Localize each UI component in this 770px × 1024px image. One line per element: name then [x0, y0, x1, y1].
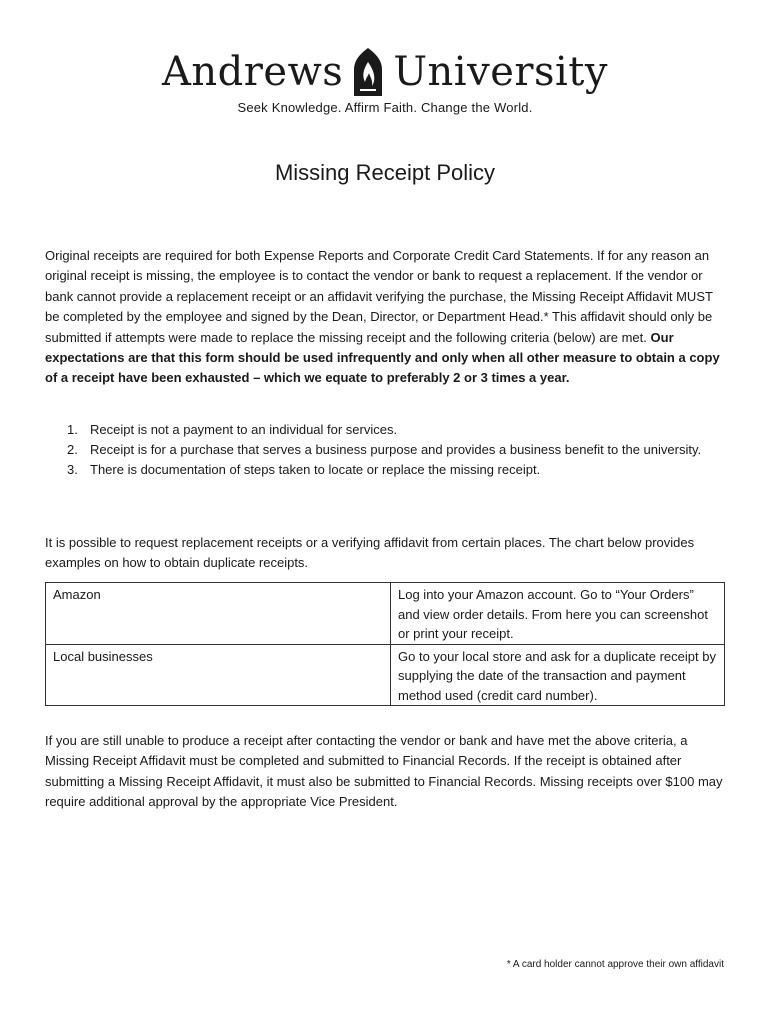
chart-intro-paragraph: It is possible to request replacement receipts or a verifying affidavit from certain places. The chart below provides examples on how to obtain duplicate receipts.	[45, 535, 695, 571]
list-item	[45, 440, 725, 460]
tagline: Seek Knowledge. Affirm Faith. Change the World.	[237, 100, 533, 115]
list-number: 2.	[67, 442, 78, 457]
list-item	[45, 420, 725, 440]
table-cell-instructions: Log into your Amazon account. Go to “Your Orders” and view order details. From here you can screenshot or print your receipt.	[391, 583, 725, 645]
list-number: 3.	[67, 462, 78, 477]
list-text: Receipt is not a payment to an individual for services.	[90, 422, 398, 437]
logo-text-left: Andrews	[162, 49, 344, 95]
list-text: Receipt is for a purchase that serves a business purpose and provides a business benefit to the university.	[90, 442, 702, 457]
intro-paragraph	[45, 246, 730, 389]
table-row	[46, 644, 725, 706]
table-cell-source: Amazon	[46, 583, 391, 645]
list-number: 1.	[67, 422, 78, 437]
university-logo	[0, 40, 770, 104]
table-row	[46, 583, 725, 645]
list-text: There is documentation of steps taken to locate or replace the missing receipt.	[90, 462, 541, 477]
footnote: * A card holder cannot approve their own affidavit	[506, 959, 724, 970]
intro-emphasis: Our expectations are that this form should be used infrequently and only when all other measure to obtain a copy of a receipt have been exhausted – which we equate to preferably 2 or 3 times a year.	[45, 329, 720, 386]
logo-text-right: University	[393, 49, 608, 95]
page-title: Missing Receipt Policy	[274, 160, 496, 185]
duplicate-receipts-table	[45, 582, 725, 706]
intro-text: Original receipts are required for both Expense Reports and Corporate Credit Card Statements. If for any reason an original receipt is missing, the employee is to contact the vendor or bank to request a replacement. If the vendor or bank cannot provide a replacement receipt or an affidavit verifying the purchase, the Missing Receipt Affidavit MUST be completed by the employee and signed by the Dean, Director, or Department Head.* This affidavit should only be submitted if attempts were made to replace the missing receipt and the following criteria (below) are met.	[45, 248, 713, 345]
table-cell-source: Local businesses	[46, 644, 391, 706]
criteria-list	[45, 420, 725, 480]
closing-paragraph: If you are still unable to produce a receipt after contacting the vendor or bank and have met the above criteria, a Missing Receipt Affidavit must be completed and submitted to Financial Records. If the receipt is obtained after submitting a Missing Receipt Affidavit, it must also be submitted to Financial Records. Missing receipts over $100 may require additional approval by the appropriate Vice President.	[45, 733, 723, 810]
flame-shield-icon	[351, 46, 385, 98]
table-cell-instructions: Go to your local store and ask for a duplicate receipt by supplying the date of the transaction and payment method used (credit card number).	[391, 644, 725, 706]
list-item	[45, 460, 725, 480]
